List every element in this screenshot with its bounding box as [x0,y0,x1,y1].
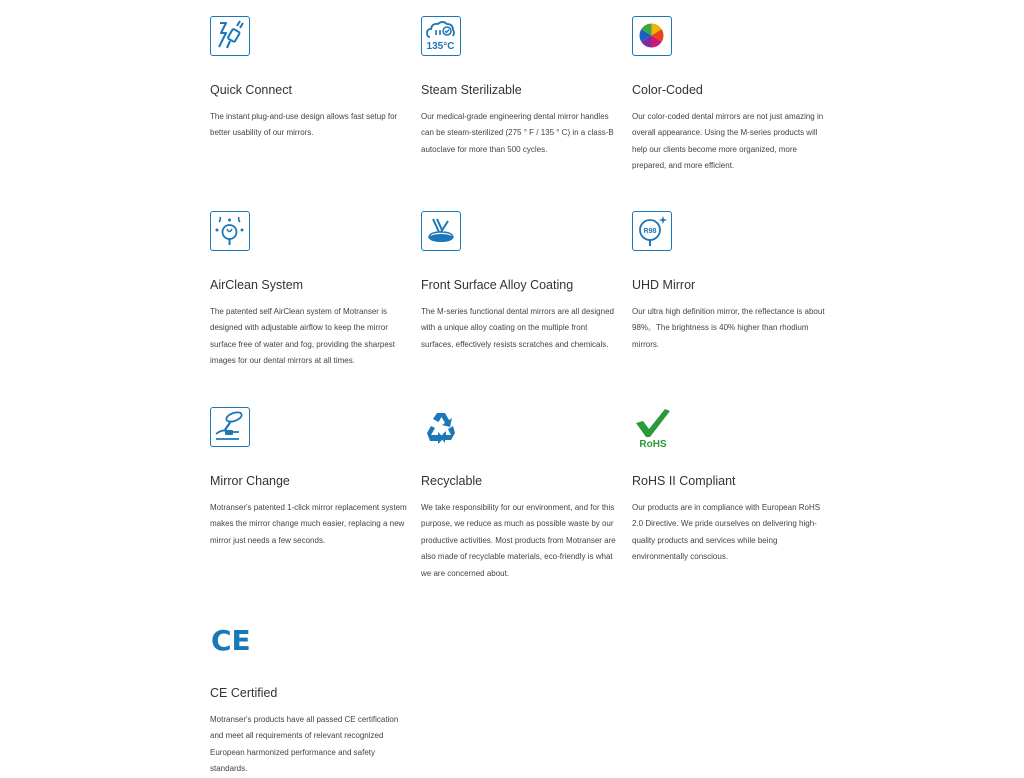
color-wheel-icon [632,16,672,56]
ce-mark-text: CE [211,624,251,657]
feature-description: The M-series functional dental mirrors are all designed with a unique alloy coating on the multiple front surfaces, effectively resists scratches and chemicals. [421,307,614,349]
feature-title: CE Certified [210,686,278,700]
feature-quick-connect [210,16,410,142]
feature-description: Our products are in compliance with European RoHS 2.0 Directive. We pride ourselves on delivering high-quality products and services while being environmentally conscious. [632,503,821,562]
rohs-check-icon [632,407,672,450]
steam-temp-label: 135°C [426,41,455,52]
feature-title: Quick Connect [210,83,292,97]
rohs-label: RoHS [639,439,667,450]
feature-title: Steam Sterilizable [421,83,522,97]
alloy-coating-icon [421,211,461,251]
feature-title: RoHS II Compliant [632,474,736,488]
feature-front-surface-alloy-coating [421,211,621,353]
feature-description: Motranser's patented 1-click mirror replacement system makes the mirror change much easier, replacing a new mirror just needs a few seconds. [210,503,407,545]
feature-description: The patented self AirClean system of Motranser is designed with adjustable airflow to keep the mirror surface free of water and fog, providing the sharpest images for our dental mirrors at all times. [210,307,395,366]
feature-color-coded [632,16,832,175]
feature-airclean-system [210,211,410,370]
feature-title: Front Surface Alloy Coating [421,278,574,292]
feature-ce-certified [210,619,410,778]
feature-description: Our ultra high definition mirror, the reflectance is about 98%。The brightness is 40% higher than rhodium mirrors. [632,307,825,349]
feature-title: Recyclable [421,474,483,488]
feature-description: We take responsibility for our environment, and for this purpose, we reduce as much as possible waste by our productive activities. Most products from Motranser are also made of recyclable materials, eco-friendly is what we are concerned about. [421,503,616,578]
feature-steam-sterilizable [421,16,621,158]
feature-mirror-change [210,407,410,549]
reflectance-label: R98 [643,228,657,235]
steam-sterilize-icon [421,16,461,56]
feature-title: UHD Mirror [632,278,696,292]
uhd-mirror-icon [632,211,672,251]
recycle-icon [421,407,461,447]
ce-mark-icon [210,619,250,659]
feature-title: Color-Coded [632,83,703,97]
feature-rohs-ii-compliant [632,407,832,566]
feature-description: Our medical-grade engineering dental mirror handles can be steam-sterilized (275 ° F / 135 ° C) in a class-B autoclave for more than 500 cycles. [421,112,614,154]
feature-description: Motranser's products have all passed CE certification and meet all requirements of relevant recognized European harmonized performance and safety standards. [210,715,399,774]
mirror-change-icon [210,407,250,447]
feature-description: The instant plug-and-use design allows fast setup for better usability of our mirrors. [210,112,398,138]
feature-title: Mirror Change [210,474,290,488]
feature-description: Our color-coded dental mirrors are not just amazing in overall appearance. Using the M-series products will help our clients become more organized, more prepared, and more efficient. [632,112,824,171]
plug-icon [210,16,250,56]
feature-title: AirClean System [210,278,304,292]
feature-uhd-mirror [632,211,832,353]
airflow-icon [210,211,250,251]
feature-recyclable [421,407,621,582]
